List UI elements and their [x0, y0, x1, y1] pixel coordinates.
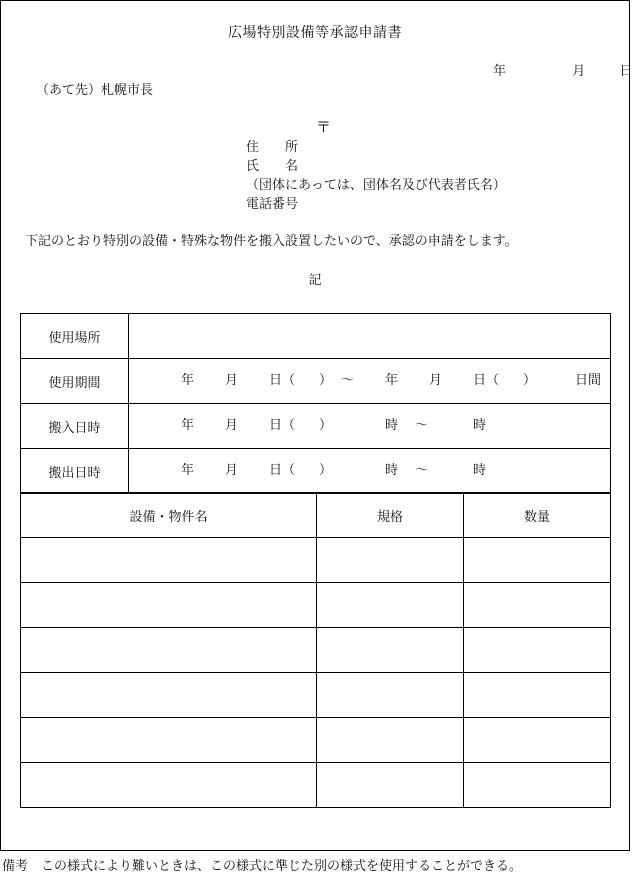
in-year: 年	[181, 418, 195, 433]
item-qty-cell[interactable]	[464, 538, 611, 583]
address-label: 住 所	[246, 140, 299, 155]
out-hour-end: 時	[473, 463, 487, 478]
table-row	[21, 583, 611, 628]
in-month: 月	[225, 418, 239, 433]
item-qty-cell[interactable]	[464, 628, 611, 673]
place-field[interactable]	[129, 314, 611, 359]
header-quantity: 数量	[464, 493, 611, 538]
items-header-row	[21, 493, 611, 538]
out-close: ）	[319, 463, 333, 478]
table-row	[21, 673, 611, 718]
out-tilde: ～	[415, 463, 429, 478]
name-note: （団体にあっては、団体名及び代表者氏名）	[246, 178, 506, 193]
item-name-cell[interactable]	[21, 763, 317, 808]
table-row	[21, 763, 611, 808]
item-name-cell[interactable]	[21, 538, 317, 583]
place-label: 使用場所	[21, 314, 129, 359]
addressee: （あて先）札幌市長	[36, 83, 154, 98]
out-day: 日（	[269, 463, 296, 478]
in-close: ）	[319, 418, 333, 433]
footer-note: 備考 この様式により難いときは、この様式に準じた別の様式を使用することができる。	[2, 859, 523, 874]
item-qty-cell[interactable]	[464, 673, 611, 718]
postal-mark: 〒	[316, 118, 332, 136]
in-hour-start: 時	[385, 418, 399, 433]
out-field[interactable]	[129, 449, 611, 494]
in-label: 搬入日時	[21, 404, 129, 449]
table-row	[21, 628, 611, 673]
period-days: 日間	[575, 373, 602, 388]
period-end-year: 年	[385, 373, 399, 388]
period-start-year: 年	[181, 373, 195, 388]
in-day: 日（	[269, 418, 296, 433]
item-qty-cell[interactable]	[464, 763, 611, 808]
in-field[interactable]	[129, 404, 611, 449]
table-row	[21, 718, 611, 763]
place-row	[21, 314, 611, 359]
header-spec: 規格	[317, 493, 464, 538]
document-title: 広場特別設備等承認申請書	[228, 25, 402, 41]
phone-label: 電話番号	[246, 197, 299, 212]
period-end-month: 月	[429, 373, 443, 388]
period-end-close: ）	[523, 373, 537, 388]
name-label: 氏 名	[246, 159, 299, 174]
in-tilde: ～	[415, 418, 429, 433]
out-year: 年	[181, 463, 195, 478]
period-field[interactable]	[129, 359, 611, 404]
date-year: 年	[493, 64, 507, 79]
in-row	[21, 404, 611, 449]
item-spec-cell[interactable]	[317, 673, 464, 718]
period-start-close: ）	[319, 373, 333, 388]
ki-heading: 記	[308, 273, 322, 288]
header-item-name: 設備・物件名	[21, 493, 317, 538]
item-name-cell[interactable]	[21, 673, 317, 718]
out-month: 月	[225, 463, 239, 478]
out-label: 搬出日時	[21, 449, 129, 494]
item-spec-cell[interactable]	[317, 583, 464, 628]
item-name-cell[interactable]	[21, 718, 317, 763]
period-start-month: 月	[225, 373, 239, 388]
item-spec-cell[interactable]	[317, 628, 464, 673]
item-spec-cell[interactable]	[317, 718, 464, 763]
item-qty-cell[interactable]	[464, 718, 611, 763]
period-row	[21, 359, 611, 404]
item-name-cell[interactable]	[21, 628, 317, 673]
item-qty-cell[interactable]	[464, 583, 611, 628]
date-day: 日	[619, 64, 632, 79]
period-end-day: 日（	[473, 373, 500, 388]
date-month: 月	[572, 64, 586, 79]
period-label: 使用期間	[21, 359, 129, 404]
item-name-cell[interactable]	[21, 583, 317, 628]
usage-table	[20, 313, 611, 494]
items-table	[20, 492, 611, 808]
in-hour-end: 時	[473, 418, 487, 433]
table-row	[21, 538, 611, 583]
item-spec-cell[interactable]	[317, 763, 464, 808]
date-line	[493, 65, 632, 78]
out-hour-start: 時	[385, 463, 399, 478]
period-start-day: 日（	[269, 373, 296, 388]
intro-text: 下記のとおり特別の設備・特殊な物件を搬入設置したいので、承認の申請をします。	[25, 234, 518, 249]
period-tilde: ～	[341, 373, 355, 388]
item-spec-cell[interactable]	[317, 538, 464, 583]
out-row	[21, 449, 611, 494]
